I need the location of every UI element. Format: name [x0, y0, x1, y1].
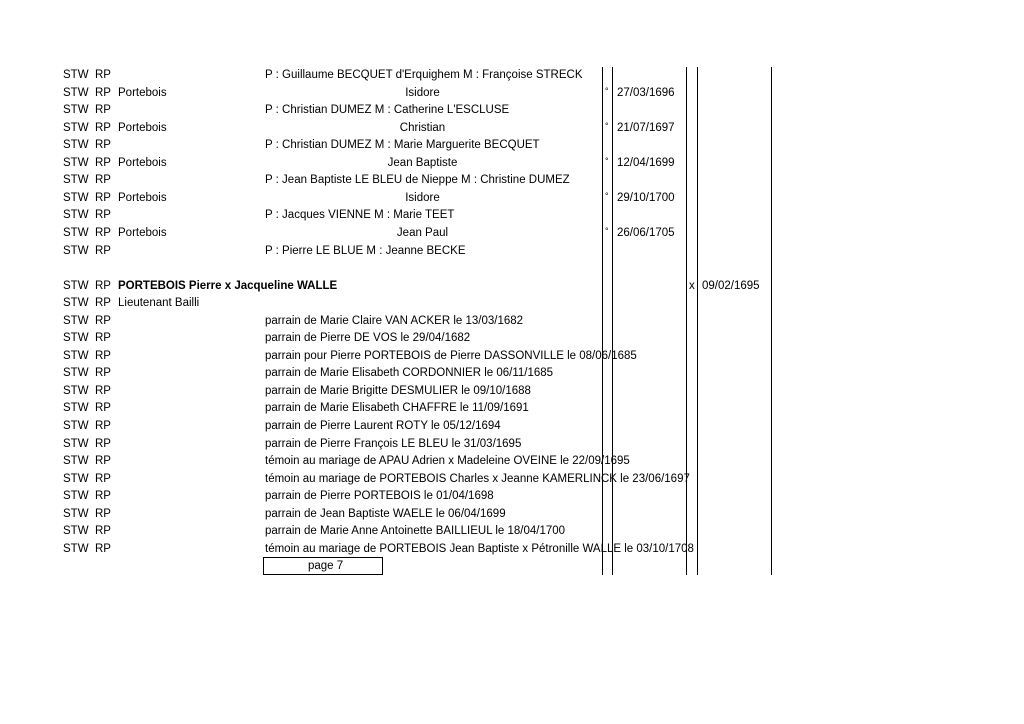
register-code: STW [63, 86, 89, 99]
register-code: STW [63, 349, 89, 362]
entry-text: P : Christian DUMEZ M : Catherine L'ESCLUSE [265, 104, 510, 117]
register-code: STW [63, 174, 89, 187]
register-row [0, 523, 1024, 540]
entry-text: parrain de Pierre Laurent ROTY le 05/12/1694 [265, 420, 501, 432]
entry-text: P : Jean Baptiste LE BLEU de Nieppe M : Christine DUMEZ [265, 174, 570, 187]
register-type: RP [95, 279, 111, 292]
baptism-date: 29/10/1700 [617, 191, 675, 204]
baptism-date: 12/04/1699 [617, 156, 675, 169]
entry-text: parrain de Jean Baptiste WAELE le 06/04/1699 [265, 507, 506, 520]
surname-or-title: Portebois [118, 226, 167, 239]
page-number: page 7 [308, 560, 344, 572]
register-row [0, 102, 1024, 119]
register-type: RP [95, 367, 111, 380]
register-row [0, 488, 1024, 505]
register-row [0, 85, 1024, 102]
register-row [0, 365, 1024, 382]
register-row [0, 155, 1024, 172]
register-code: STW [63, 402, 89, 415]
register-type: RP [95, 402, 111, 415]
entry-text: parrain pour Pierre PORTEBOIS de Pierre DASSONVILLE le 08/06/1685 [265, 349, 637, 362]
register-type: RP [95, 139, 111, 152]
register-row [0, 137, 1024, 154]
child-name: Isidore [405, 191, 440, 204]
register-type: RP [95, 314, 111, 327]
entry-text: parrain de Pierre DE VOS le 29/04/1682 [265, 332, 471, 345]
register-type: RP [95, 226, 111, 239]
entry-text: P : Guillaume BECQUET d'Erquighem M : Françoise STRECK [265, 69, 583, 81]
register-row [0, 172, 1024, 189]
register-type: RP [95, 297, 111, 310]
page-number-box [263, 557, 383, 575]
register-code: STW [63, 332, 89, 345]
surname-or-title: Portebois [118, 156, 167, 169]
register-row [0, 120, 1024, 137]
register-code: STW [63, 542, 89, 555]
register-row [0, 383, 1024, 400]
register-row [0, 67, 1024, 84]
register-code: STW [63, 244, 89, 257]
register-code: STW [63, 69, 89, 81]
entry-text: parrain de Pierre François LE BLEU le 31/03/1695 [265, 437, 522, 450]
register-code: STW [63, 490, 89, 503]
baptism-mark: ° [605, 120, 609, 131]
register-type: RP [95, 525, 111, 538]
register-type: RP [95, 490, 111, 503]
register-type: RP [95, 542, 111, 555]
baptism-mark: ° [605, 155, 609, 166]
register-code: STW [63, 507, 89, 520]
marriage-mark: x [689, 279, 695, 292]
register-code: STW [63, 525, 89, 538]
register-row [0, 278, 1024, 295]
register-type: RP [95, 349, 111, 362]
register-type: RP [95, 86, 111, 99]
register-row [0, 330, 1024, 347]
register-code: STW [63, 226, 89, 239]
entry-text: P : Pierre LE BLUE M : Jeanne BECKE [265, 244, 466, 257]
register-code: STW [63, 104, 89, 117]
register-code: STW [63, 156, 89, 169]
register-row [0, 400, 1024, 417]
entry-text: P : Jacques VIENNE M : Marie TEET [265, 209, 455, 222]
register-code: STW [63, 367, 89, 380]
register-type: RP [95, 437, 111, 450]
register-code: STW [63, 420, 89, 432]
register-type: RP [95, 174, 111, 187]
register-type: RP [95, 121, 111, 134]
register-type: RP [95, 191, 111, 204]
register-code: STW [63, 472, 89, 485]
register-row [0, 541, 1024, 558]
entry-text: parrain de Marie Claire VAN ACKER le 13/03/1682 [265, 314, 524, 327]
baptism-date: 21/07/1697 [617, 121, 675, 134]
register-row [0, 190, 1024, 207]
register-type: RP [95, 507, 111, 520]
surname-or-title: PORTEBOIS Pierre x Jacqueline WALLE [118, 279, 338, 292]
register-row [0, 471, 1024, 488]
register-type: RP [95, 104, 111, 117]
register-type: RP [95, 455, 111, 468]
entry-text: témoin au mariage de APAU Adrien x Madeleine OVEINE le 22/09/1695 [265, 455, 630, 468]
register-row [0, 295, 1024, 312]
entry-text: parrain de Marie Elisabeth CORDONNIER le 06/11/1685 [265, 367, 554, 380]
register-code: STW [63, 455, 89, 468]
baptism-date: 27/03/1696 [617, 86, 675, 99]
register-type: RP [95, 420, 111, 432]
entry-text: P : Christian DUMEZ M : Marie Marguerite BECQUET [265, 139, 540, 152]
baptism-mark: ° [605, 85, 609, 96]
surname-or-title: Lieutenant Bailli [118, 297, 200, 310]
child-name: Jean Paul [396, 226, 449, 239]
register-row [0, 313, 1024, 330]
register-code: STW [63, 279, 89, 292]
register-code: STW [63, 191, 89, 204]
register-type: RP [95, 156, 111, 169]
register-type: RP [95, 209, 111, 222]
register-row [0, 260, 1024, 277]
surname-or-title: Portebois [118, 86, 167, 99]
entry-text: parrain de Marie Brigitte DESMULIER le 09/10/1688 [265, 384, 531, 397]
register-type: RP [95, 384, 111, 397]
baptism-mark: ° [605, 225, 609, 236]
register-code: STW [63, 139, 89, 152]
child-name: Isidore [405, 86, 440, 99]
surname-or-title: Portebois [118, 191, 167, 204]
register-code: STW [63, 384, 89, 397]
register-code: STW [63, 437, 89, 450]
register-type: RP [95, 69, 111, 81]
child-name: Christian [399, 121, 446, 134]
entry-text: témoin au mariage de PORTEBOIS Jean Baptiste x Pétronille WALLE le 03/10/1708 [265, 542, 694, 555]
register-code: STW [63, 314, 89, 327]
entry-text: parrain de Pierre PORTEBOIS le 01/04/1698 [265, 490, 494, 503]
child-name: Jean Baptiste [387, 156, 458, 169]
entry-text: témoin au mariage de PORTEBOIS Charles x Jeanne KAMERLINCK le 23/06/1697 [265, 472, 690, 485]
marriage-date: 09/02/1695 [702, 279, 760, 292]
register-row [0, 436, 1024, 453]
register-row [0, 506, 1024, 523]
register-code: STW [63, 209, 89, 222]
baptism-date: 26/06/1705 [617, 226, 675, 239]
register-type: RP [95, 332, 111, 345]
baptism-mark: ° [605, 190, 609, 201]
entry-text: parrain de Marie Elisabeth CHAFFRE le 11/09/1691 [265, 402, 529, 415]
entry-text: parrain de Marie Anne Antoinette BAILLIEUL le 18/04/1700 [265, 525, 566, 538]
register-row [0, 453, 1024, 470]
register-row [0, 225, 1024, 242]
register-row [0, 243, 1024, 260]
register-row [0, 348, 1024, 365]
register-row [0, 207, 1024, 224]
register-type: RP [95, 244, 111, 257]
register-type: RP [95, 472, 111, 485]
surname-or-title: Portebois [118, 121, 167, 134]
register-code: STW [63, 121, 89, 134]
register-code: STW [63, 297, 89, 310]
register-row [0, 418, 1024, 435]
